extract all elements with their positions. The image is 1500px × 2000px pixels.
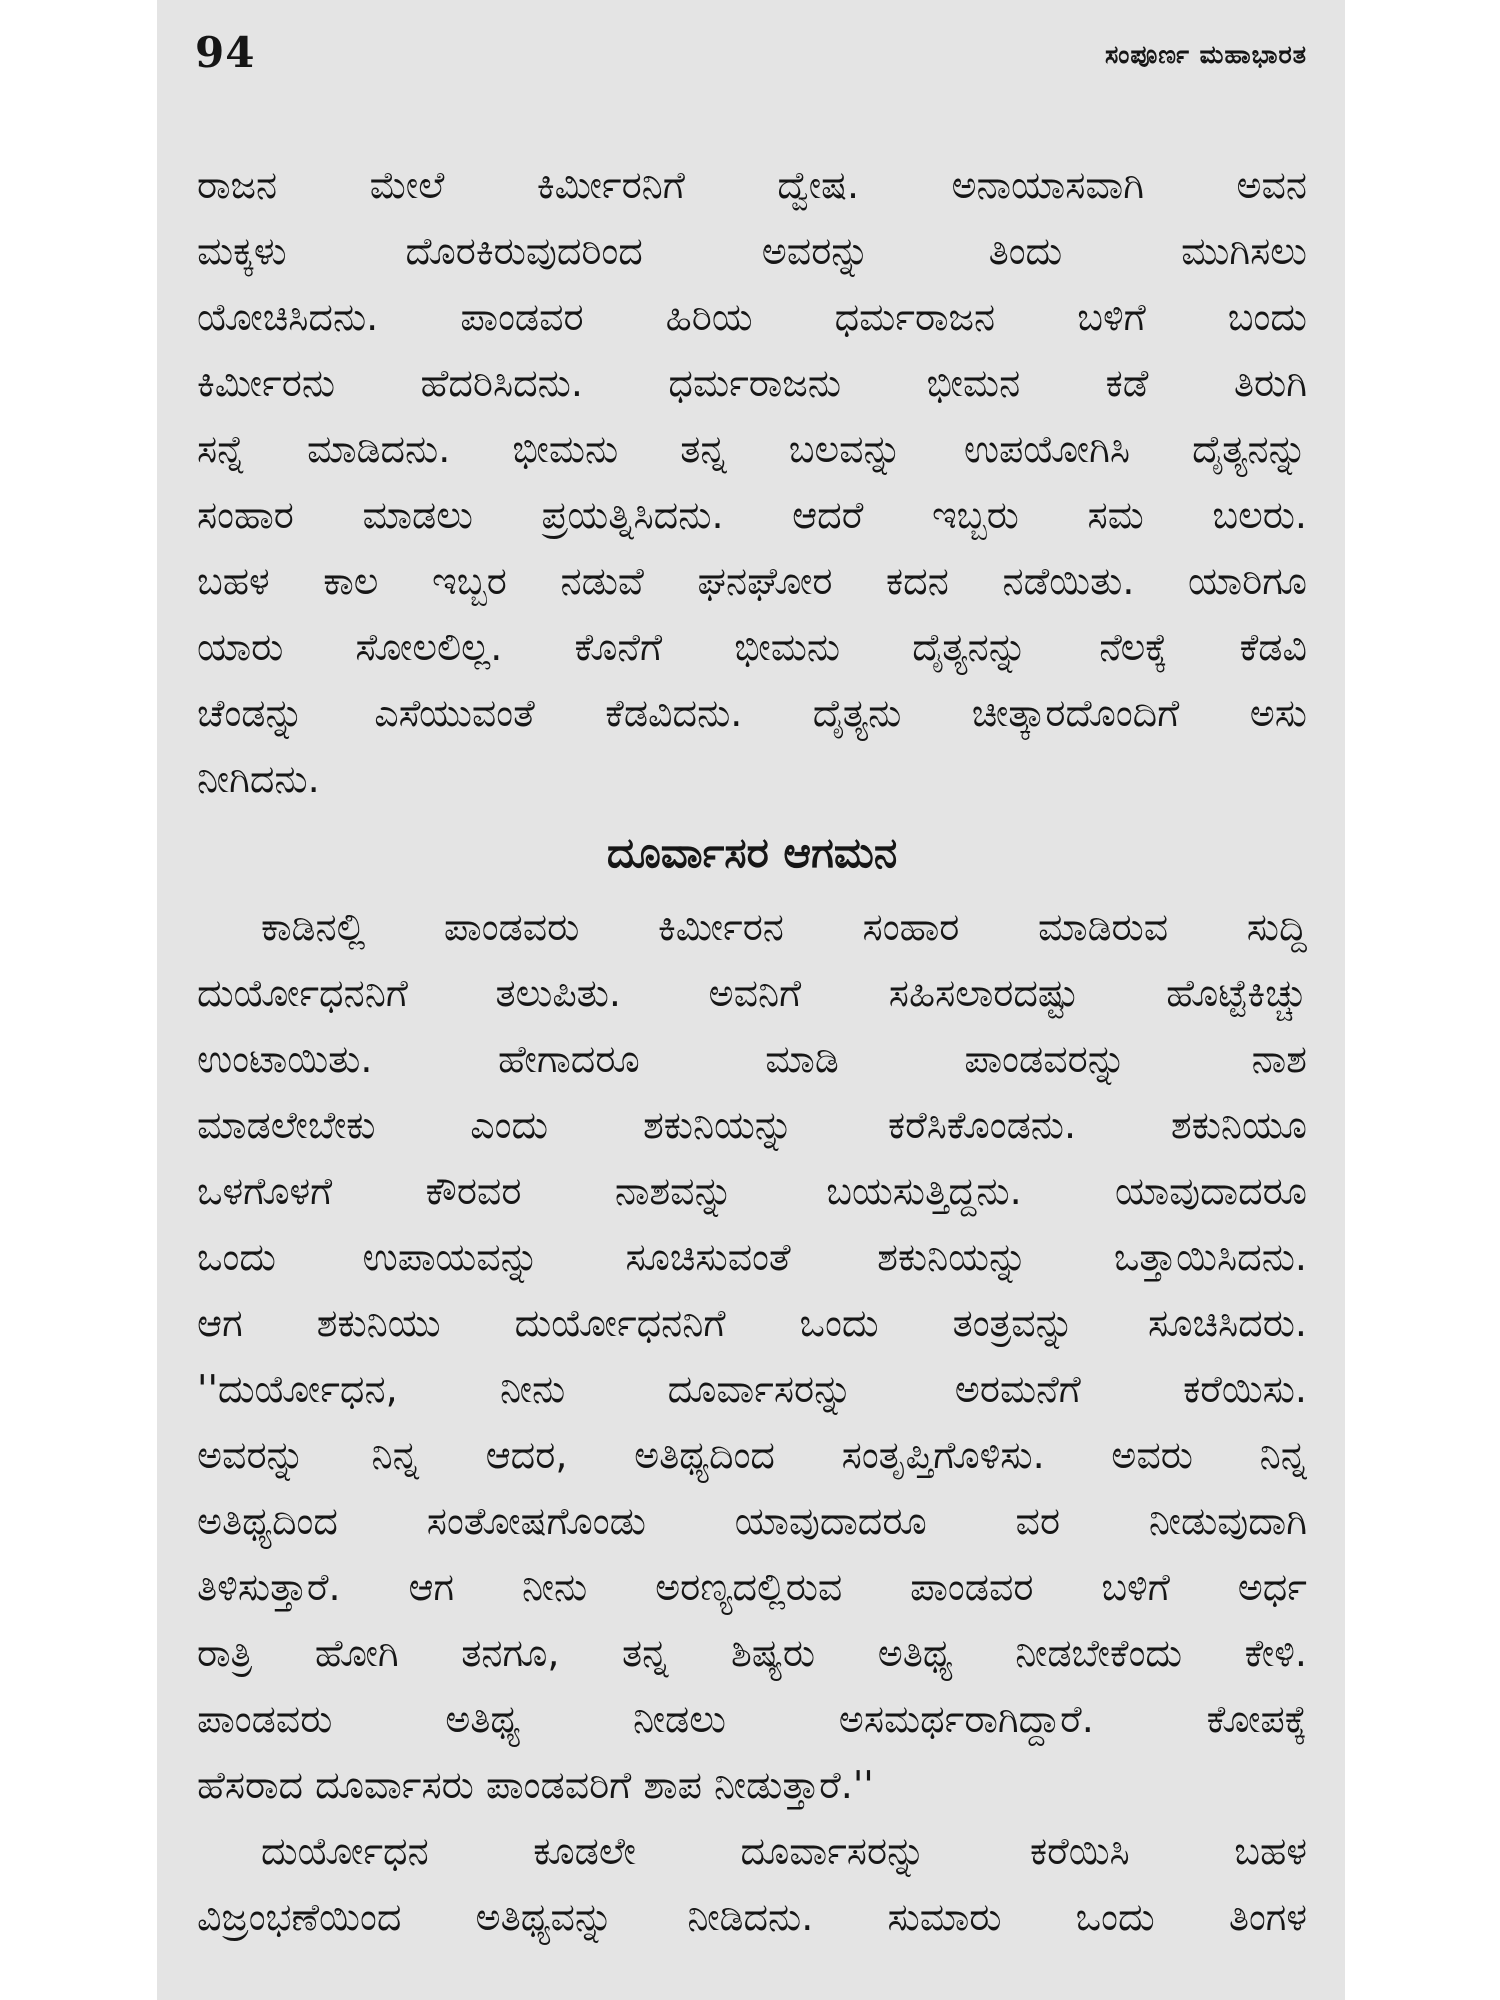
text-line: ಸನ್ನೆ ಮಾಡಿದನು. ಭೀಮನು ತನ್ನ ಬಲವನ್ನು ಉಪಯೋಗಿಸಿ ದೈತ್ಯನನ್ನು	[197, 427, 1307, 471]
text-line: ದುರ್ಯೋಧನನಿಗೆ ತಲುಪಿತು. ಅವನಿಗೆ ಸಹಿಸಲಾರದಷ್ಟು ಹೊಟ್ಟೆಕಿಚ್ಚು	[197, 971, 1307, 1015]
text-line: ಯೋಚಿಸಿದನು. ಪಾಂಡವರ ಹಿರಿಯ ಧರ್ಮರಾಜನ ಬಳಿಗೆ ಬಂದು	[197, 295, 1307, 339]
text-line: ನೀಗಿದನು.	[197, 757, 320, 801]
text-line: ಒಳಗೊಳಗೆ ಕೌರವರ ನಾಶವನ್ನು ಬಯಸುತ್ತಿದ್ದನು. ಯಾವುದಾದರೂ	[197, 1169, 1307, 1213]
text-line: ಚೆಂಡನ್ನು ಎಸೆಯುವಂತೆ ಕೆಡವಿದನು. ದೈತ್ಯನು ಚೀತ್ಕಾರದೊಂದಿಗೆ ಅಸು	[197, 691, 1307, 735]
text-line: ''ದುರ್ಯೋಧನ, ನೀನು ದೂರ್ವಾಸರನ್ನು ಅರಮನೆಗೆ ಕರೆಯಿಸು.	[197, 1367, 1307, 1411]
text-line: ವಿಜ್ರಂಭಣೆಯಿಂದ ಅತಿಥ್ಯವನ್ನು ನೀಡಿದನು. ಸುಮಾರು ಒಂದು ತಿಂಗಳ	[197, 1895, 1307, 1939]
text-line: ಒಂದು ಉಪಾಯವನ್ನು ಸೂಚಿಸುವಂತೆ ಶಕುನಿಯನ್ನು ಒತ್ತಾಯಿಸಿದನು.	[197, 1235, 1307, 1279]
text-line: ಕಿರ್ಮೀರನು ಹೆದರಿಸಿದನು. ಧರ್ಮರಾಜನು ಭೀಮನ ಕಡೆ ತಿರುಗಿ	[197, 361, 1307, 405]
page-number: 94	[195, 28, 256, 77]
text-line: ಮಾಡಲೇಬೇಕು ಎಂದು ಶಕುನಿಯನ್ನು ಕರೆಸಿಕೊಂಡನು. ಶಕುನಿಯೂ	[197, 1103, 1307, 1147]
text-line: ಹೆಸರಾದ ದೂರ್ವಾಸರು ಪಾಂಡವರಿಗೆ ಶಾಪ ನೀಡುತ್ತಾರೆ.''	[197, 1763, 874, 1807]
text-line: ಬಹಳ ಕಾಲ ಇಬ್ಬರ ನಡುವೆ ಘನಘೋರ ಕದನ ನಡೆಯಿತು. ಯಾರಿಗೂ	[197, 559, 1307, 603]
text-line: ಆಗ ಶಕುನಿಯು ದುರ್ಯೋಧನನಿಗೆ ಒಂದು ತಂತ್ರವನ್ನು ಸೂಚಿಸಿದರು.	[197, 1301, 1307, 1345]
text-line: ಕಾಡಿನಲ್ಲಿ ಪಾಂಡವರು ಕಿರ್ಮೀರನ ಸಂಹಾರ ಮಾಡಿರುವ ಸುದ್ದಿ	[261, 905, 1307, 949]
text-line: ಉಂಟಾಯಿತು. ಹೇಗಾದರೂ ಮಾಡಿ ಪಾಂಡವರನ್ನು ನಾಶ	[197, 1037, 1307, 1081]
paragraph-2	[197, 894, 1307, 1818]
text-line: ತಿಳಿಸುತ್ತಾರೆ. ಆಗ ನೀನು ಅರಣ್ಯದಲ್ಲಿರುವ ಪಾಂಡವರ ಬಳಿಗೆ ಅರ್ಧ	[197, 1565, 1307, 1609]
text-line: ಯಾರು ಸೋಲಲಿಲ್ಲ. ಕೊನೆಗೆ ಭೀಮನು ದೈತ್ಯನನ್ನು ನೆಲಕ್ಕೆ ಕೆಡವಿ	[197, 625, 1307, 669]
text-line: ಮಕ್ಕಳು ದೊರಕಿರುವುದರಿಂದ ಅವರನ್ನು ತಿಂದು ಮುಗಿಸಲು	[197, 229, 1307, 273]
body-text	[197, 152, 1307, 1950]
running-head-title: ಸಂಪೂರ್ಣ ಮಹಾಭಾರತ	[1105, 40, 1307, 69]
book-page	[157, 0, 1345, 2000]
section-heading: ದೂರ್ವಾಸರ ಆಗಮನ	[606, 828, 898, 877]
text-line: ದುರ್ಯೋಧನ ಕೂಡಲೇ ದೂರ್ವಾಸರನ್ನು ಕರೆಯಿಸಿ ಬಹಳ	[261, 1829, 1307, 1873]
paragraph-3	[197, 1818, 1307, 1950]
text-line: ಅವರನ್ನು ನಿನ್ನ ಆದರ, ಅತಿಥ್ಯದಿಂದ ಸಂತೃಪ್ತಿಗೊಳಿಸು. ಅವರು ನಿನ್ನ	[197, 1433, 1307, 1477]
text-line: ರಾತ್ರಿ ಹೋಗಿ ತನಗೂ, ತನ್ನ ಶಿಷ್ಯರು ಅತಿಥ್ಯ ನೀಡಬೇಕೆಂದು ಕೇಳಿ.	[197, 1631, 1307, 1675]
text-line: ಸಂಹಾರ ಮಾಡಲು ಪ್ರಯತ್ನಿಸಿದನು. ಆದರೆ ಇಬ್ಬರು ಸಮ ಬಲರು.	[197, 493, 1307, 537]
text-line: ಪಾಂಡವರು ಅತಿಥ್ಯ ನೀಡಲು ಅಸಮರ್ಥರಾಗಿದ್ದಾರೆ. ಕೋಪಕ್ಕೆ	[197, 1697, 1307, 1741]
paragraph-1	[197, 152, 1307, 812]
text-line: ಅತಿಥ್ಯದಿಂದ ಸಂತೋಷಗೊಂಡು ಯಾವುದಾದರೂ ವರ ನೀಡುವುದಾಗಿ	[197, 1499, 1307, 1543]
text-line: ರಾಜನ ಮೇಲೆ ಕಿರ್ಮೀರನಿಗೆ ದ್ವೇಷ. ಅನಾಯಾಸವಾಗಿ ಅವನ	[197, 163, 1307, 207]
